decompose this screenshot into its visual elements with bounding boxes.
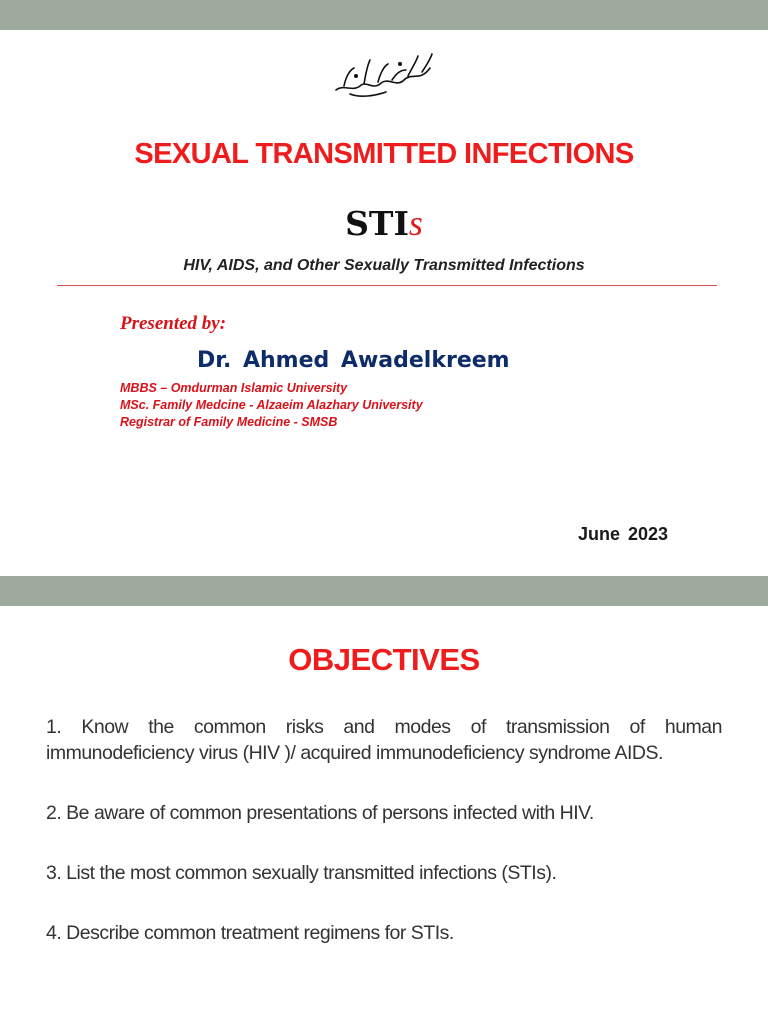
presentation-date: June 2023 — [578, 524, 669, 544]
objective-item: 4. Describe common treatment regimens for STIs. — [46, 922, 454, 944]
acronym-heading — [0, 202, 768, 244]
acronym-main: STI — [345, 204, 409, 243]
middle-divider-band — [0, 576, 768, 606]
presenter-credentials — [120, 380, 423, 431]
title-slide — [0, 30, 768, 576]
slide-subtitle: HIV, AIDS, and Other Sexually Transmitted Infections — [183, 257, 585, 274]
slide-title: SEXUAL TRANSMITTED INFECTIONS — [134, 138, 634, 170]
presented-by-label: Presented by: — [120, 313, 227, 334]
credential-line: MBBS – Omdurman Islamic University — [120, 381, 348, 395]
credential-line: MSc. Family Medcine - Alzaeim Alazhary University — [120, 398, 423, 412]
credential-line: Registrar of Family Medicine - SMSB — [120, 415, 338, 429]
presenter-name: Dr. Ahmed Awadelkreem — [197, 348, 510, 373]
basmala-calligraphy-logo — [330, 46, 436, 100]
title-divider-line — [57, 285, 717, 286]
top-divider-band — [0, 0, 768, 30]
objective-item: 3. List the most common sexually transmitted infections (STIs). — [46, 862, 557, 884]
objectives-list — [46, 714, 722, 946]
objectives-slide — [0, 606, 768, 1024]
acronym-suffix: s — [408, 203, 423, 243]
objective-item: 2. Be aware of common presentations of persons infected with HIV. — [46, 802, 594, 824]
objective-item: 1. Know the common risks and modes of transmission of human immunodeficiency virus (HIV )/ acquired immunodeficiency syndrome AIDS. — [46, 716, 722, 764]
objectives-title: OBJECTIVES — [288, 642, 480, 677]
